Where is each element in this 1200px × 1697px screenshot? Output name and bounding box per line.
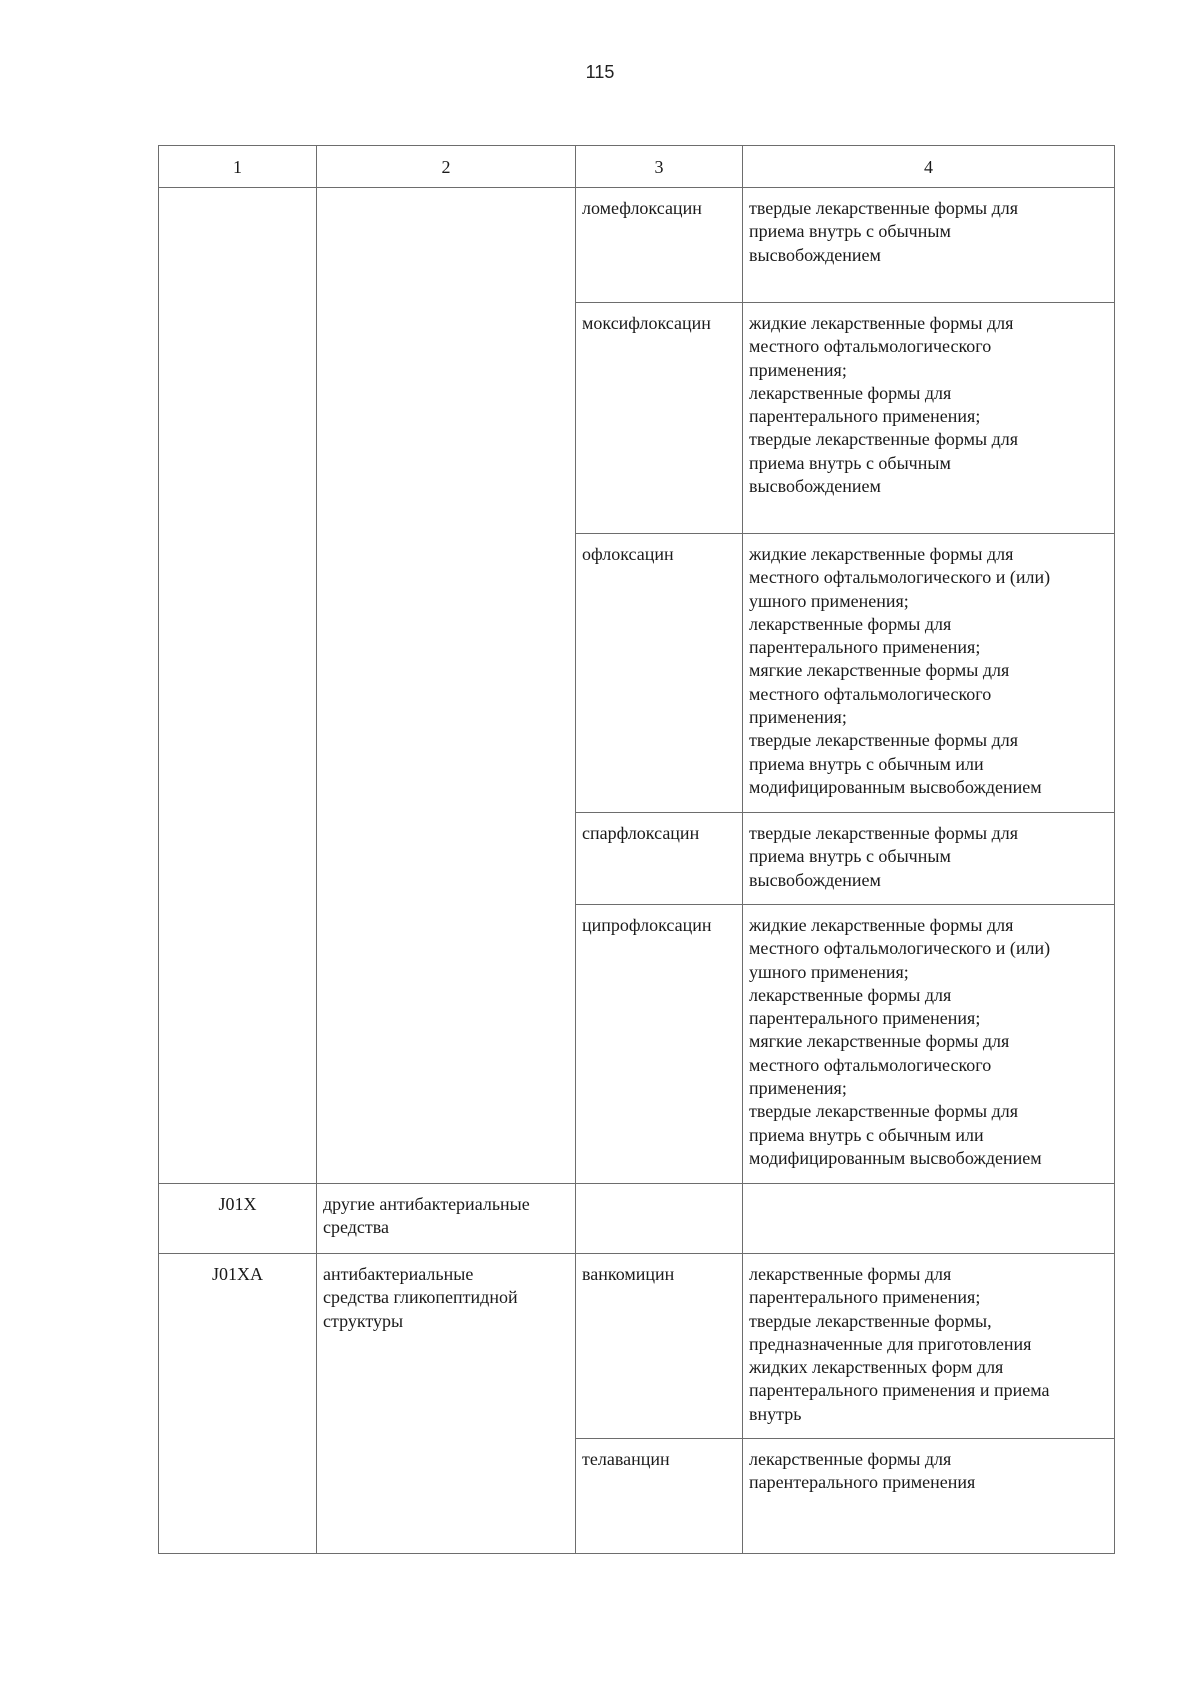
table-row <box>159 1254 1115 1439</box>
group-name-cell <box>317 188 576 1184</box>
drug-name-cell: ципрофлоксацин <box>576 905 743 1184</box>
group-name-cell: антибактериальные средства гликопептидной структуры <box>317 1254 576 1554</box>
drug-name-cell: ванкомицин <box>576 1254 743 1439</box>
drug-table <box>158 145 1115 1554</box>
drug-name-cell: ломефлоксацин <box>576 188 743 303</box>
page-number: 115 <box>585 62 615 82</box>
drug-name-cell <box>576 1184 743 1254</box>
dosage-forms-cell: жидкие лекарственные формы для местного офтальмологического и (или) ушного применения; лекарственные формы для парентерального применения; мягкие лекарственные формы для местного офтальмологического применения; твердые лекарственные формы для приема внутрь с обычным или модифицированным высвобождением <box>743 534 1115 813</box>
atc-code-cell: J01XA <box>159 1254 317 1554</box>
dosage-forms-cell: лекарственные формы для парентерального применения <box>743 1439 1115 1554</box>
dosage-forms-cell: лекарственные формы для парентерального применения; твердые лекарственные формы, предназначенные для приготовления жидких лекарственных форм для парентерального применения и приема внутрь <box>743 1254 1115 1439</box>
dosage-forms-cell <box>743 1184 1115 1254</box>
drug-name-cell: телаванцин <box>576 1439 743 1554</box>
dosage-forms-cell: твердые лекарственные формы для приема внутрь с обычным высвобождением <box>743 188 1115 303</box>
dosage-forms-cell: жидкие лекарственные формы для местного офтальмологического применения; лекарственные формы для парентерального применения; твердые лекарственные формы для приема внутрь с обычным высвобождением <box>743 303 1115 534</box>
table-header-row <box>159 146 1115 188</box>
dosage-forms-cell: твердые лекарственные формы для приема внутрь с обычным высвобождением <box>743 813 1115 905</box>
column-number-4: 4 <box>743 146 1115 188</box>
group-name-cell: другие антибактериальные средства <box>317 1184 576 1254</box>
column-number-1: 1 <box>159 146 317 188</box>
drug-name-cell: моксифлоксацин <box>576 303 743 534</box>
column-number-3: 3 <box>576 146 743 188</box>
atc-code-cell <box>159 188 317 1184</box>
dosage-forms-cell: жидкие лекарственные формы для местного офтальмологического и (или) ушного применения; лекарственные формы для парентерального применения; мягкие лекарственные формы для местного офтальмологического применения; твердые лекарственные формы для приема внутрь с обычным или модифицированным высвобождением <box>743 905 1115 1184</box>
drug-name-cell: офлоксацин <box>576 534 743 813</box>
drug-name-cell: спарфлоксацин <box>576 813 743 905</box>
table-row <box>159 188 1115 303</box>
table-row <box>159 1184 1115 1254</box>
column-number-2: 2 <box>317 146 576 188</box>
atc-code-cell: J01X <box>159 1184 317 1254</box>
